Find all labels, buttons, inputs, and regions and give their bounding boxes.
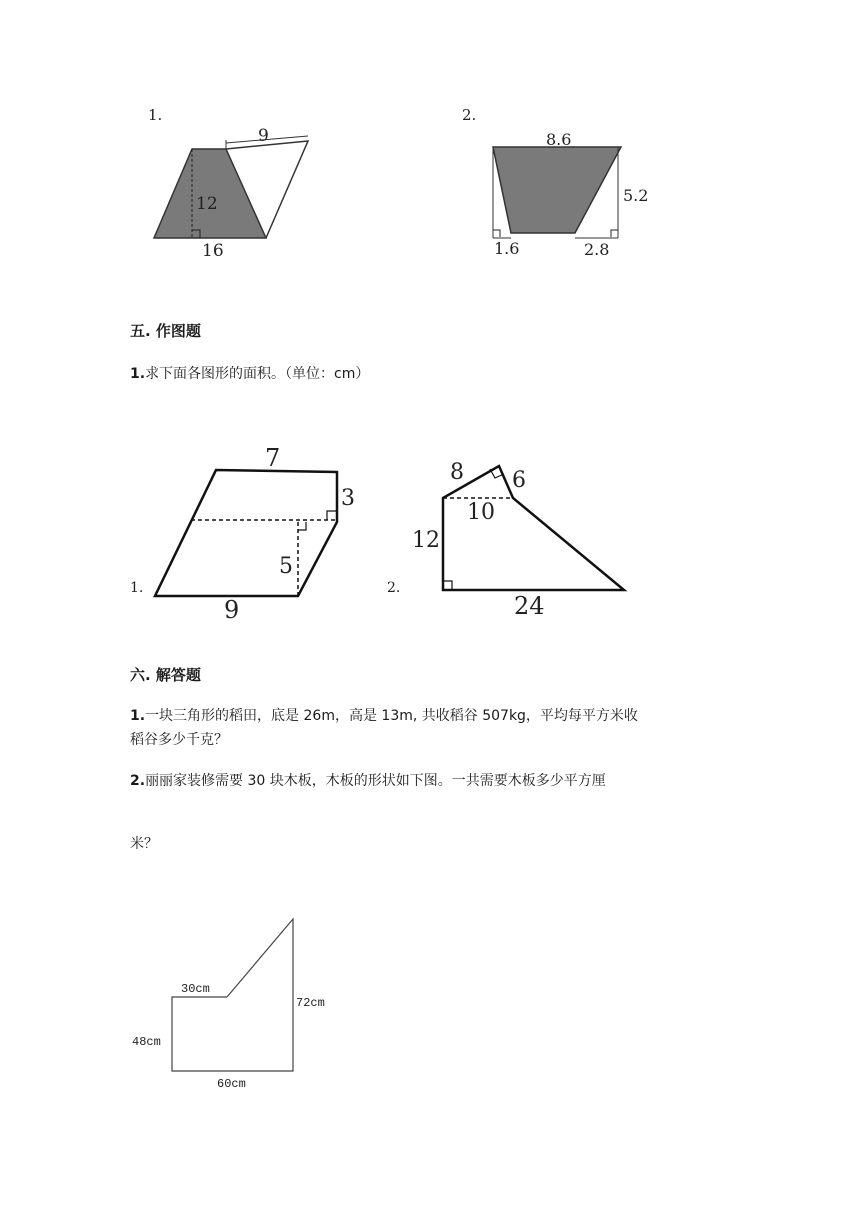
- label-bottom: 60cm: [217, 1077, 246, 1091]
- label-side-b: 6: [512, 468, 526, 493]
- question-text-line-1: 一块三角形的稻田，底是 26m，高是 13m, 共收稻谷 507kg，平均每平方米收: [145, 708, 638, 724]
- label-top: 7: [265, 444, 281, 472]
- question-number: 1.: [130, 366, 146, 382]
- label-height: 5.2: [623, 186, 649, 205]
- figure-index: 2.: [387, 580, 401, 596]
- label-base: 24: [514, 592, 545, 620]
- question-number: 2.: [130, 773, 146, 789]
- label-top: 8.6: [546, 130, 572, 149]
- label-right: 3: [341, 486, 355, 511]
- question-text-line-2: 米？: [130, 836, 158, 852]
- figure-index: 1.: [148, 106, 163, 124]
- label-right: 72cm: [296, 996, 325, 1010]
- label-left-gap: 1.6: [494, 239, 520, 258]
- figure-index: 1.: [130, 580, 144, 596]
- label-inner: 10: [467, 500, 495, 525]
- label-height: 12: [412, 528, 440, 553]
- section-5-heading: 五. 作图题: [130, 322, 201, 340]
- question-text: 求下面各图形的面积。（单位：cm）: [145, 366, 370, 382]
- question-text-line-2: 稻谷多少千克？: [130, 732, 228, 748]
- figure-index: 2.: [462, 106, 477, 124]
- label-top: 30cm: [181, 982, 210, 996]
- label-base: 16: [202, 241, 224, 261]
- label-side-a: 8: [450, 460, 464, 485]
- section-6-heading: 六. 解答题: [130, 666, 201, 684]
- question-number: 1.: [130, 708, 146, 724]
- label-height: 12: [196, 194, 218, 214]
- label-inner-height: 5: [279, 554, 293, 579]
- label-base: 9: [224, 596, 240, 624]
- label-top: 9: [258, 126, 269, 146]
- label-right-gap: 2.8: [584, 240, 610, 259]
- label-left: 48cm: [132, 1035, 161, 1049]
- question-text-line-1: 丽丽家装修需要 30 块木板，木板的形状如下图。一共需要木板多少平方厘: [145, 773, 606, 789]
